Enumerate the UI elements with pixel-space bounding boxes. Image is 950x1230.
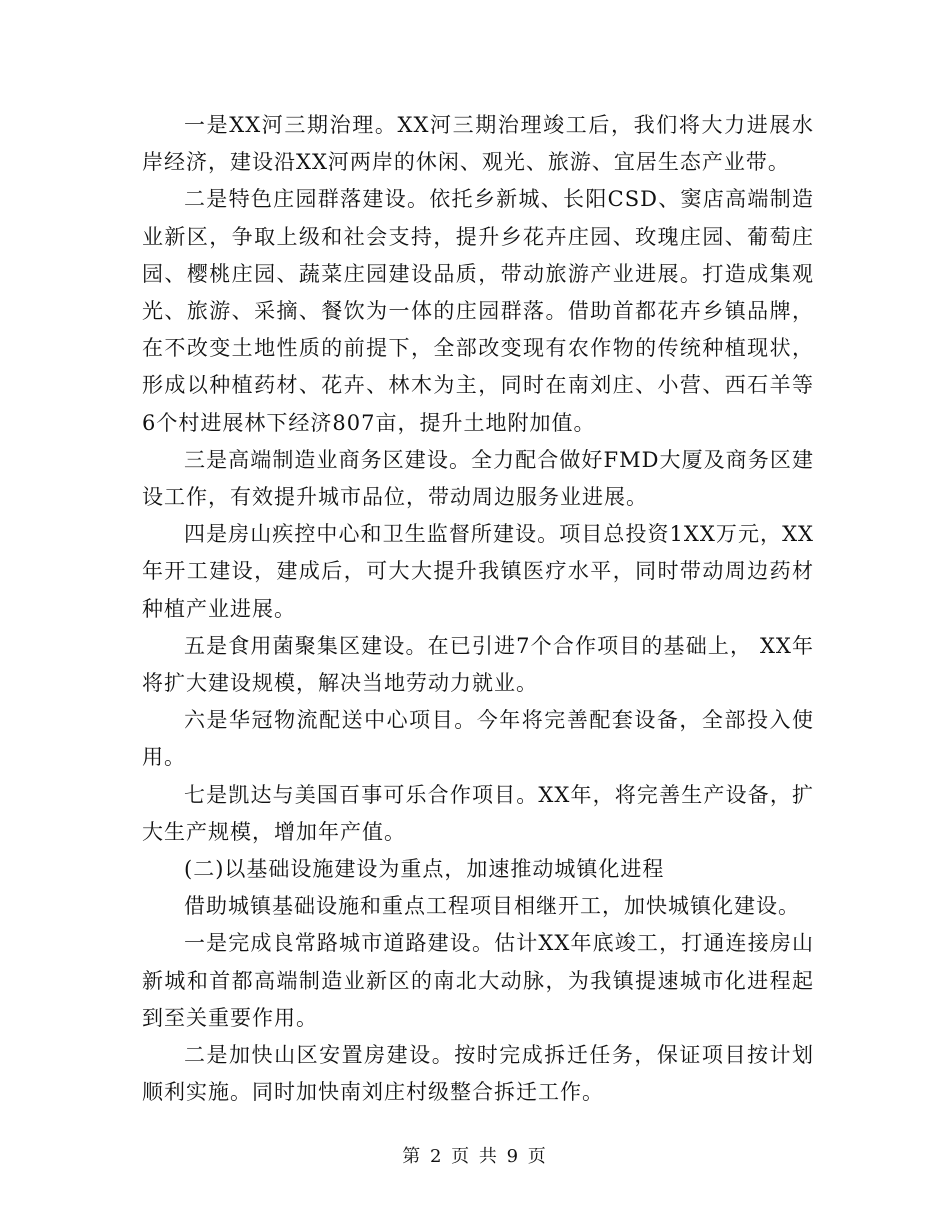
paragraph-9: 借助城镇基础设施和重点工程项目相继开工，加快城镇化建设。 xyxy=(184,894,800,919)
paragraph-3: 三是高端制造业商务区建设。全力配合做好FMD大厦及商务区建设工作，有效提升城市品位，带动周边服务业进展。 xyxy=(142,447,814,510)
paragraph-7: 七是凯达与美国百事可乐合作项目。XX年，将完善生产设备，扩大生产规模，增加年产值。 xyxy=(142,782,814,844)
paragraph-2: 二是特色庄园群落建设。依托乡新城、长阳CSD、窦店高端制造业新区，争取上级和社会支持，提升乡花卉庄园、玫瑰庄园、葡萄庄园、樱桃庄园、蔬菜庄园建设品质，带动旅游产业进展。打造成集观光、旅游、采摘、餐饮为一体的庄园群落。借助首都花卉乡镇品牌，在不改变土地性质的前提下，全部改变现有农作物的传统种植现状，形成以种植药材、花卉、林木为主，同时在南刘庄、小营、西石羊等6个村进展林下经济807亩，提升土地附加值。 xyxy=(142,187,814,435)
document-body xyxy=(142,107,814,1111)
paragraph-4: 四是房山疾控中心和卫生监督所建设。项目总投资1XX万元，XX年开工建设，建成后，可大大提升我镇医疗水平，同时带动周边药材种植产业进展。 xyxy=(142,522,814,621)
paragraph-11: 二是加快山区安置房建设。按时完成拆迁任务，保证项目按计划顺利实施。同时加快南刘庄村级整合拆迁工作。 xyxy=(142,1043,814,1105)
paragraph-6: 六是华冠物流配送中心项目。今年将完善配套设备，全部投入使用。 xyxy=(142,708,814,770)
paragraph-5: 五是食用菌聚集区建设。在已引进7个合作项目的基础上， XX年将扩大建设规模，解决当地劳动力就业。 xyxy=(142,633,814,696)
paragraph-1: 一是XX河三期治理。XX河三期治理竣工后，我们将大力进展水岸经济，建设沿XX河两岸的休闲、观光、旅游、宜居生态产业带。 xyxy=(142,113,814,175)
section-heading: (二)以基础设施建设为重点，加速推动城镇化进程 xyxy=(184,857,665,882)
page-number-footer: 第 2 页 共 9 页 xyxy=(402,1146,548,1167)
paragraph-10: 一是完成良常路城市道路建设。估计XX年底竣工，打通连接房山新城和首都高端制造业新区的南北大动脉，为我镇提速城市化进程起到至关重要作用。 xyxy=(142,931,814,1030)
